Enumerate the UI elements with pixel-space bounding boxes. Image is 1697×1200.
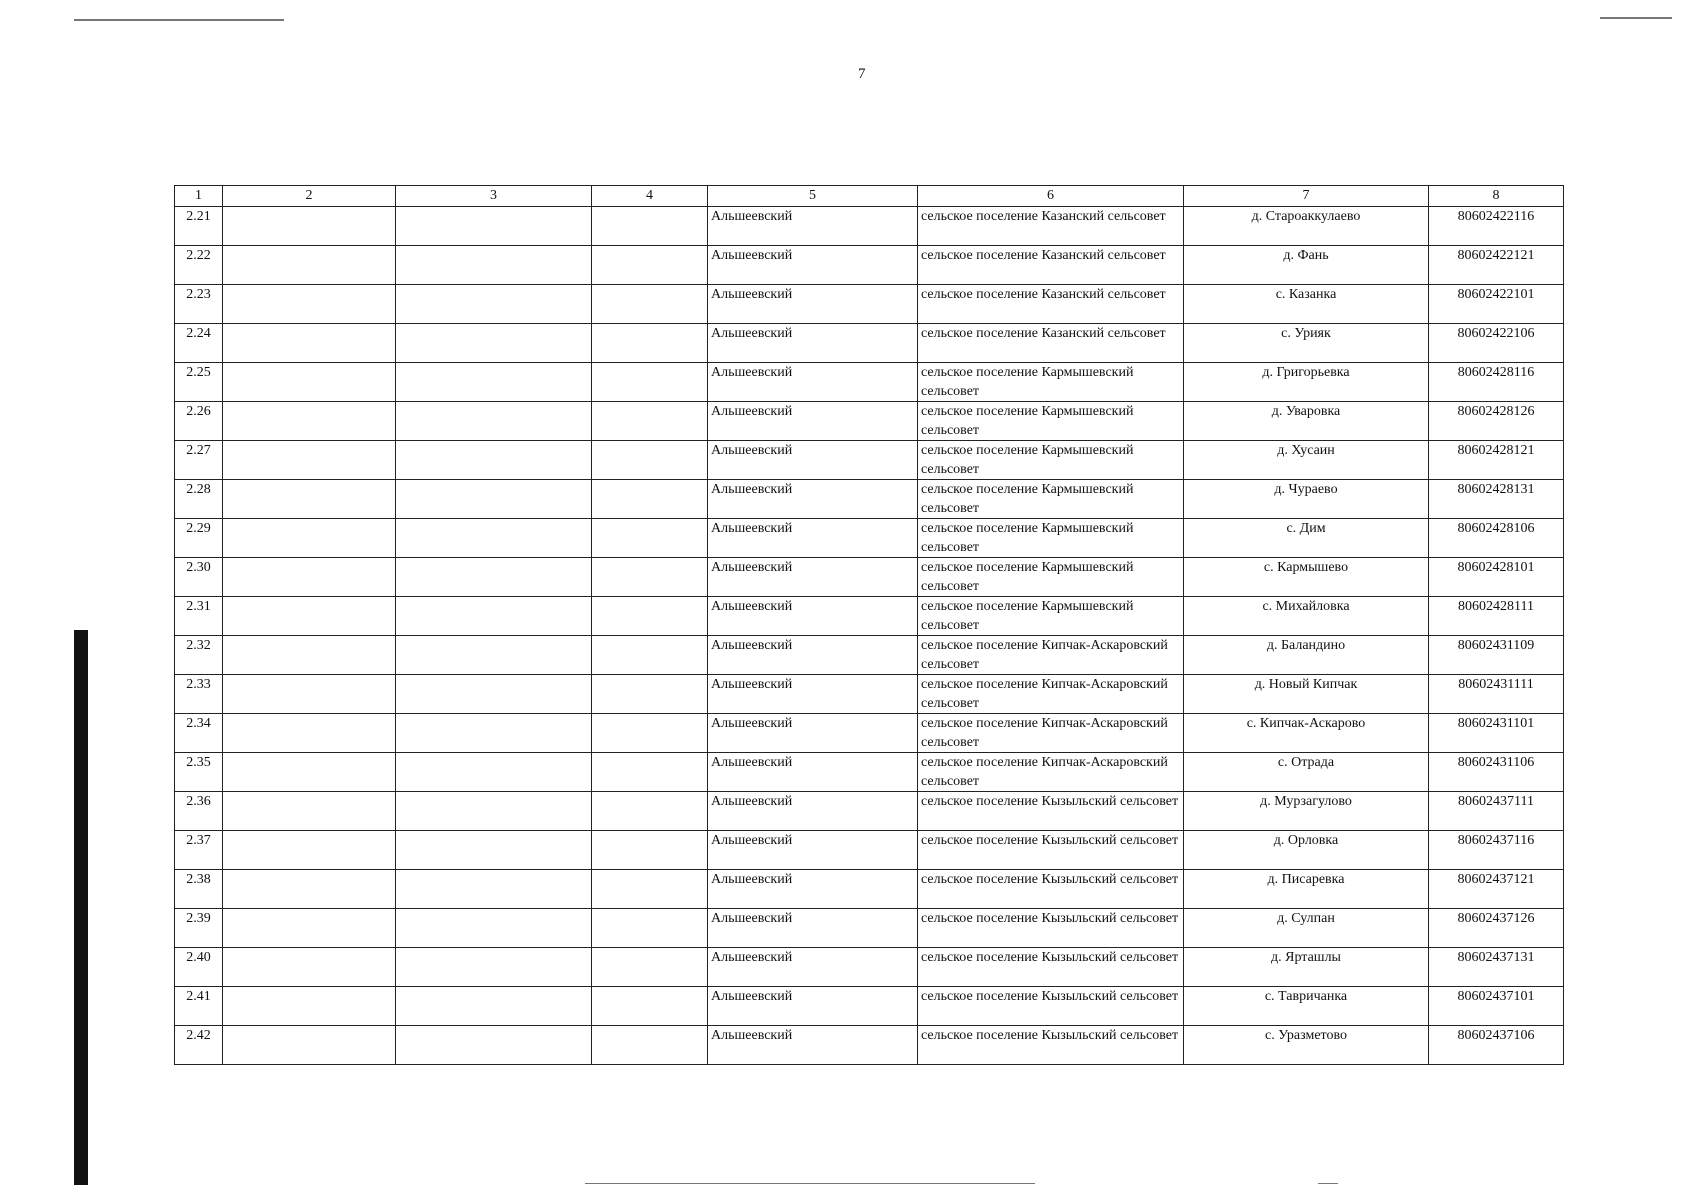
- cell-locality: д. Григорьевка: [1184, 363, 1429, 402]
- table-row: [175, 792, 1564, 831]
- cell-col2: [223, 441, 396, 480]
- cell-col4: [592, 1026, 708, 1065]
- table-row: [175, 597, 1564, 636]
- cell-settlement: сельское поселение Кипчак-Аскаровский сельсовет: [918, 753, 1184, 792]
- cell-oktmo-code: 80602431111: [1429, 675, 1564, 714]
- cell-oktmo-code: 80602428131: [1429, 480, 1564, 519]
- cell-col2: [223, 324, 396, 363]
- cell-settlement: сельское поселение Кармышевский сельсовет: [918, 519, 1184, 558]
- cell-locality: с. Казанка: [1184, 285, 1429, 324]
- cell-col2: [223, 285, 396, 324]
- row-number: 2.32: [175, 636, 223, 675]
- cell-settlement: сельское поселение Кызыльский сельсовет: [918, 1026, 1184, 1065]
- cell-col3: [396, 792, 592, 831]
- table-row: [175, 441, 1564, 480]
- cell-col2: [223, 1026, 396, 1065]
- cell-col2: [223, 519, 396, 558]
- cell-col2: [223, 792, 396, 831]
- cell-oktmo-code: 80602428101: [1429, 558, 1564, 597]
- table-row: [175, 870, 1564, 909]
- cell-locality: д. Уваровка: [1184, 402, 1429, 441]
- cell-col2: [223, 753, 396, 792]
- cell-col3: [396, 870, 592, 909]
- cell-settlement: сельское поселение Кызыльский сельсовет: [918, 909, 1184, 948]
- cell-settlement: сельское поселение Казанский сельсовет: [918, 207, 1184, 246]
- row-number: 2.30: [175, 558, 223, 597]
- cell-col2: [223, 597, 396, 636]
- column-header: 8: [1429, 186, 1564, 207]
- header-row: [175, 186, 1564, 207]
- cell-col4: [592, 714, 708, 753]
- row-number: 2.40: [175, 948, 223, 987]
- row-number: 2.23: [175, 285, 223, 324]
- cell-locality: д. Орловка: [1184, 831, 1429, 870]
- cell-district: Альшеевский: [708, 909, 918, 948]
- cell-col4: [592, 597, 708, 636]
- cell-settlement: сельское поселение Казанский сельсовет: [918, 285, 1184, 324]
- cell-locality: д. Новый Кипчак: [1184, 675, 1429, 714]
- cell-col4: [592, 324, 708, 363]
- cell-locality: д. Ярташлы: [1184, 948, 1429, 987]
- cell-district: Альшеевский: [708, 675, 918, 714]
- cell-col2: [223, 948, 396, 987]
- cell-district: Альшеевский: [708, 597, 918, 636]
- table-row: [175, 831, 1564, 870]
- table-row: [175, 558, 1564, 597]
- cell-oktmo-code: 80602428106: [1429, 519, 1564, 558]
- cell-col4: [592, 675, 708, 714]
- cell-locality: с. Урияк: [1184, 324, 1429, 363]
- cell-oktmo-code: 80602437106: [1429, 1026, 1564, 1065]
- cell-district: Альшеевский: [708, 792, 918, 831]
- cell-oktmo-code: 80602422101: [1429, 285, 1564, 324]
- cell-locality: с. Кармышево: [1184, 558, 1429, 597]
- cell-col3: [396, 753, 592, 792]
- row-number: 2.22: [175, 246, 223, 285]
- cell-col4: [592, 636, 708, 675]
- cell-col3: [396, 714, 592, 753]
- cell-oktmo-code: 80602422121: [1429, 246, 1564, 285]
- row-number: 2.38: [175, 870, 223, 909]
- cell-col4: [592, 285, 708, 324]
- cell-col3: [396, 324, 592, 363]
- cell-oktmo-code: 80602422106: [1429, 324, 1564, 363]
- cell-col3: [396, 675, 592, 714]
- cell-settlement: сельское поселение Казанский сельсовет: [918, 246, 1184, 285]
- cell-settlement: сельское поселение Кызыльский сельсовет: [918, 987, 1184, 1026]
- cell-col3: [396, 909, 592, 948]
- cell-district: Альшеевский: [708, 948, 918, 987]
- table-row: [175, 675, 1564, 714]
- cell-col4: [592, 909, 708, 948]
- cell-locality: д. Баландино: [1184, 636, 1429, 675]
- table-row: [175, 363, 1564, 402]
- cell-col3: [396, 1026, 592, 1065]
- cell-district: Альшеевский: [708, 207, 918, 246]
- row-number: 2.33: [175, 675, 223, 714]
- scan-edge-top-left: [74, 19, 284, 21]
- cell-locality: с. Дим: [1184, 519, 1429, 558]
- column-header: 1: [175, 186, 223, 207]
- cell-col4: [592, 480, 708, 519]
- cell-col2: [223, 207, 396, 246]
- scan-edge-left-bar: [74, 630, 88, 1185]
- table-row: [175, 753, 1564, 792]
- table-row: [175, 909, 1564, 948]
- cell-oktmo-code: 80602428126: [1429, 402, 1564, 441]
- cell-col3: [396, 402, 592, 441]
- cell-col2: [223, 675, 396, 714]
- cell-locality: с. Михайловка: [1184, 597, 1429, 636]
- row-number: 2.21: [175, 207, 223, 246]
- cell-settlement: сельское поселение Кызыльский сельсовет: [918, 792, 1184, 831]
- cell-col2: [223, 246, 396, 285]
- cell-locality: д. Мурзагулово: [1184, 792, 1429, 831]
- cell-district: Альшеевский: [708, 480, 918, 519]
- row-number: 2.29: [175, 519, 223, 558]
- cell-settlement: сельское поселение Кызыльский сельсовет: [918, 870, 1184, 909]
- cell-district: Альшеевский: [708, 753, 918, 792]
- cell-col4: [592, 792, 708, 831]
- row-number: 2.27: [175, 441, 223, 480]
- row-number: 2.36: [175, 792, 223, 831]
- cell-settlement: сельское поселение Кармышевский сельсовет: [918, 441, 1184, 480]
- cell-col3: [396, 948, 592, 987]
- row-number: 2.24: [175, 324, 223, 363]
- cell-locality: с. Кипчак-Аскарово: [1184, 714, 1429, 753]
- cell-oktmo-code: 80602428116: [1429, 363, 1564, 402]
- row-number: 2.37: [175, 831, 223, 870]
- table-row: [175, 480, 1564, 519]
- cell-col2: [223, 363, 396, 402]
- cell-col3: [396, 636, 592, 675]
- cell-col3: [396, 246, 592, 285]
- cell-locality: д. Фань: [1184, 246, 1429, 285]
- cell-col2: [223, 831, 396, 870]
- cell-col3: [396, 441, 592, 480]
- cell-oktmo-code: 80602437121: [1429, 870, 1564, 909]
- cell-settlement: сельское поселение Кипчак-Аскаровский сельсовет: [918, 714, 1184, 753]
- table-row: [175, 1026, 1564, 1065]
- cell-district: Альшеевский: [708, 441, 918, 480]
- cell-oktmo-code: 80602437101: [1429, 987, 1564, 1026]
- cell-col2: [223, 402, 396, 441]
- table-row: [175, 285, 1564, 324]
- cell-district: Альшеевский: [708, 1026, 918, 1065]
- cell-settlement: сельское поселение Кармышевский сельсовет: [918, 597, 1184, 636]
- cell-oktmo-code: 80602437126: [1429, 909, 1564, 948]
- cell-locality: д. Хусаин: [1184, 441, 1429, 480]
- row-number: 2.28: [175, 480, 223, 519]
- cell-settlement: сельское поселение Кармышевский сельсовет: [918, 402, 1184, 441]
- cell-col4: [592, 519, 708, 558]
- register-table: [174, 185, 1564, 1065]
- row-number: 2.26: [175, 402, 223, 441]
- cell-district: Альшеевский: [708, 714, 918, 753]
- cell-settlement: сельское поселение Кармышевский сельсовет: [918, 558, 1184, 597]
- cell-oktmo-code: 80602428121: [1429, 441, 1564, 480]
- cell-col4: [592, 948, 708, 987]
- row-number: 2.35: [175, 753, 223, 792]
- cell-col3: [396, 558, 592, 597]
- table-row: [175, 324, 1564, 363]
- cell-locality: с. Тавричанка: [1184, 987, 1429, 1026]
- cell-oktmo-code: 80602422116: [1429, 207, 1564, 246]
- cell-col4: [592, 558, 708, 597]
- page-number: 7: [858, 66, 866, 82]
- cell-col4: [592, 753, 708, 792]
- cell-col3: [396, 831, 592, 870]
- cell-col4: [592, 870, 708, 909]
- cell-col4: [592, 441, 708, 480]
- cell-col4: [592, 246, 708, 285]
- cell-oktmo-code: 80602437116: [1429, 831, 1564, 870]
- cell-locality: д. Староаккулаево: [1184, 207, 1429, 246]
- table-row: [175, 636, 1564, 675]
- cell-col2: [223, 480, 396, 519]
- row-number: 2.31: [175, 597, 223, 636]
- cell-settlement: сельское поселение Кармышевский сельсовет: [918, 363, 1184, 402]
- cell-locality: с. Уразметово: [1184, 1026, 1429, 1065]
- cell-col3: [396, 519, 592, 558]
- cell-col2: [223, 636, 396, 675]
- row-number: 2.39: [175, 909, 223, 948]
- column-header: 5: [708, 186, 918, 207]
- scan-edge-bottom: [585, 1183, 1035, 1184]
- column-header: 3: [396, 186, 592, 207]
- table-row: [175, 402, 1564, 441]
- cell-locality: д. Чураево: [1184, 480, 1429, 519]
- column-header: 7: [1184, 186, 1429, 207]
- cell-oktmo-code: 80602437131: [1429, 948, 1564, 987]
- cell-col4: [592, 363, 708, 402]
- row-number: 2.25: [175, 363, 223, 402]
- cell-col4: [592, 831, 708, 870]
- cell-col3: [396, 207, 592, 246]
- cell-oktmo-code: 80602431106: [1429, 753, 1564, 792]
- table-row: [175, 714, 1564, 753]
- table-row: [175, 987, 1564, 1026]
- cell-district: Альшеевский: [708, 558, 918, 597]
- cell-oktmo-code: 80602431101: [1429, 714, 1564, 753]
- cell-col4: [592, 987, 708, 1026]
- cell-oktmo-code: 80602431109: [1429, 636, 1564, 675]
- cell-col3: [396, 987, 592, 1026]
- cell-col3: [396, 363, 592, 402]
- cell-settlement: сельское поселение Казанский сельсовет: [918, 324, 1184, 363]
- cell-settlement: сельское поселение Кипчак-Аскаровский сельсовет: [918, 636, 1184, 675]
- cell-col2: [223, 987, 396, 1026]
- cell-col2: [223, 909, 396, 948]
- scan-edge-top-right: [1600, 17, 1672, 19]
- cell-col4: [592, 402, 708, 441]
- cell-col3: [396, 597, 592, 636]
- cell-oktmo-code: 80602437111: [1429, 792, 1564, 831]
- cell-settlement: сельское поселение Кызыльский сельсовет: [918, 948, 1184, 987]
- cell-col3: [396, 480, 592, 519]
- cell-locality: д. Писаревка: [1184, 870, 1429, 909]
- cell-col2: [223, 714, 396, 753]
- cell-district: Альшеевский: [708, 363, 918, 402]
- cell-col4: [592, 207, 708, 246]
- column-header: 4: [592, 186, 708, 207]
- row-number: 2.34: [175, 714, 223, 753]
- cell-settlement: сельское поселение Кармышевский сельсовет: [918, 480, 1184, 519]
- cell-district: Альшеевский: [708, 636, 918, 675]
- cell-district: Альшеевский: [708, 324, 918, 363]
- row-number: 2.42: [175, 1026, 223, 1065]
- cell-district: Альшеевский: [708, 246, 918, 285]
- cell-settlement: сельское поселение Кызыльский сельсовет: [918, 831, 1184, 870]
- scan-edge-bottom-short: [1318, 1183, 1338, 1184]
- table-row: [175, 246, 1564, 285]
- row-number: 2.41: [175, 987, 223, 1026]
- cell-locality: с. Отрада: [1184, 753, 1429, 792]
- column-header: 6: [918, 186, 1184, 207]
- cell-district: Альшеевский: [708, 519, 918, 558]
- cell-oktmo-code: 80602428111: [1429, 597, 1564, 636]
- cell-settlement: сельское поселение Кипчак-Аскаровский сельсовет: [918, 675, 1184, 714]
- cell-district: Альшеевский: [708, 987, 918, 1026]
- cell-col2: [223, 870, 396, 909]
- cell-district: Альшеевский: [708, 285, 918, 324]
- cell-district: Альшеевский: [708, 870, 918, 909]
- column-header: 2: [223, 186, 396, 207]
- cell-locality: д. Сулпан: [1184, 909, 1429, 948]
- table-row: [175, 207, 1564, 246]
- cell-col2: [223, 558, 396, 597]
- table-row: [175, 948, 1564, 987]
- cell-col3: [396, 285, 592, 324]
- table-row: [175, 519, 1564, 558]
- cell-district: Альшеевский: [708, 402, 918, 441]
- cell-district: Альшеевский: [708, 831, 918, 870]
